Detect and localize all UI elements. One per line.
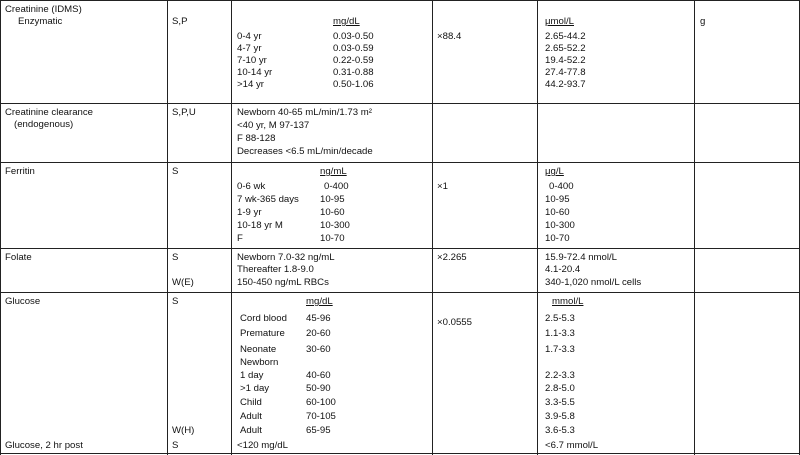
specimen: S — [172, 252, 179, 263]
conv-value: 10-300 — [320, 220, 350, 231]
conv-value: 0.50-1.06 — [333, 79, 374, 90]
conv-value: 60-100 — [306, 397, 336, 408]
si-value: <6.7 mmol/L — [545, 440, 599, 451]
conv-value: 0.31-0.88 — [333, 67, 374, 78]
age-range: Child — [240, 397, 262, 408]
conv-value: 65-95 — [306, 425, 331, 436]
test-name: Creatinine (IDMS) — [5, 4, 82, 15]
ref-line: <40 yr, M 97-137 — [237, 120, 310, 131]
test-name: Folate — [5, 252, 32, 263]
test-name: Creatinine clearance — [5, 107, 93, 118]
conv-unit: ng/mL — [320, 166, 347, 177]
age-range: 0-4 yr — [237, 31, 262, 42]
si-value: 2.8-5.0 — [545, 383, 575, 394]
row-divider — [0, 162, 800, 163]
test-name: Glucose — [5, 296, 41, 307]
conv-value: <120 mg/dL — [237, 440, 288, 451]
ref-line: Decreases <6.5 mL/min/decade — [237, 146, 373, 157]
si-unit: mmol/L — [552, 296, 584, 307]
si-value: 44.2-93.7 — [545, 79, 586, 90]
conv-value: 30-60 — [306, 344, 331, 355]
age-range: 7 wk-365 days — [237, 194, 299, 205]
si-value: 10-70 — [545, 233, 570, 244]
ref-line: Newborn 40-65 mL/min/1.73 m² — [237, 107, 372, 118]
age-range: 1 day — [240, 370, 264, 381]
row-divider — [0, 292, 800, 293]
conv-value: 0.03-0.59 — [333, 43, 374, 54]
specimen: S,P,U — [172, 107, 196, 118]
si-value: 1.7-3.3 — [545, 344, 575, 355]
age-range: Neonate — [240, 344, 277, 355]
si-value: 3.9-5.8 — [545, 411, 575, 422]
col-divider — [432, 0, 433, 455]
si-unit: μmol/L — [545, 16, 574, 27]
col-divider — [231, 0, 232, 455]
si-value: 4.1-20.4 — [545, 264, 581, 275]
conv-value: 0.03-0.50 — [333, 31, 374, 42]
age-range: 7-10 yr — [237, 55, 267, 66]
age-range: 10-18 yr M — [237, 220, 283, 231]
test-method: Enzymatic — [18, 16, 63, 27]
specimen: S — [172, 440, 179, 451]
test-method: (endogenous) — [14, 119, 74, 130]
col-divider — [167, 0, 168, 455]
conv-value: 10-70 — [320, 233, 345, 244]
si-value: 1.1-3.3 — [545, 328, 575, 339]
conv-value: 45-96 — [306, 313, 331, 324]
col-divider — [537, 0, 538, 455]
conv-value: 10-60 — [320, 207, 345, 218]
conv-unit: mg/dL — [306, 296, 333, 307]
si-value: 2.65-44.2 — [545, 31, 586, 42]
specimen: S — [172, 296, 179, 307]
age-range: 0-6 wk — [237, 181, 266, 192]
age-range: Newborn — [240, 357, 279, 368]
si-value: 340-1,020 nmol/L cells — [545, 277, 642, 288]
si-value: 3.6-5.3 — [545, 425, 575, 436]
conv-value: Newborn 7.0-32 ng/mL — [237, 252, 335, 263]
conv-value: 150-450 ng/mL RBCs — [237, 277, 329, 288]
conv-value: 10-95 — [320, 194, 345, 205]
conv-value: 70-105 — [306, 411, 336, 422]
factor: ×1 — [437, 181, 448, 192]
age-range: >14 yr — [237, 79, 264, 90]
row-divider — [0, 103, 800, 104]
si-value: 27.4-77.8 — [545, 67, 586, 78]
si-value: 3.3-5.5 — [545, 397, 575, 408]
si-value: 10-95 — [545, 194, 570, 205]
row-divider — [0, 248, 800, 249]
age-range: Premature — [240, 328, 285, 339]
si-value: 0-400 — [549, 181, 574, 192]
specimen: W(H) — [172, 425, 195, 436]
si-value: 19.4-52.2 — [545, 55, 586, 66]
row-divider — [0, 0, 800, 1]
ref-line: F 88-128 — [237, 133, 276, 144]
conv-value: Thereafter 1.8-9.0 — [237, 264, 314, 275]
row-divider — [0, 453, 800, 454]
age-range: Adult — [240, 425, 262, 436]
specimen: S,P — [172, 16, 188, 27]
age-range: 10-14 yr — [237, 67, 273, 78]
col-divider — [0, 0, 1, 455]
age-range: 4-7 yr — [237, 43, 262, 54]
conv-value: 0-400 — [324, 181, 349, 192]
si-value: 15.9-72.4 nmol/L — [545, 252, 617, 263]
si-value: 10-60 — [545, 207, 570, 218]
age-range: >1 day — [240, 383, 270, 394]
col-divider — [694, 0, 695, 455]
extra-value: g — [700, 16, 706, 27]
age-range: 1-9 yr — [237, 207, 262, 218]
test-name: Glucose, 2 hr post — [5, 440, 83, 451]
conv-value: 40-60 — [306, 370, 331, 381]
conv-value: 50-90 — [306, 383, 331, 394]
factor: ×2.265 — [437, 252, 467, 263]
conv-value: 20-60 — [306, 328, 331, 339]
conv-unit: mg/dL — [333, 16, 360, 27]
si-value: 2.65-52.2 — [545, 43, 586, 54]
si-value: 2.2-3.3 — [545, 370, 575, 381]
conv-value: 0.22-0.59 — [333, 55, 374, 66]
factor: ×0.0555 — [437, 317, 472, 328]
specimen: W(E) — [172, 277, 194, 288]
age-range: Cord blood — [240, 313, 287, 324]
specimen: S — [172, 166, 179, 177]
si-unit: μg/L — [545, 166, 564, 177]
age-range: F — [237, 233, 243, 244]
si-value: 2.5-5.3 — [545, 313, 575, 324]
age-range: Adult — [240, 411, 262, 422]
si-value: 10-300 — [545, 220, 575, 231]
factor: ×88.4 — [437, 31, 462, 42]
test-name: Ferritin — [5, 166, 35, 177]
